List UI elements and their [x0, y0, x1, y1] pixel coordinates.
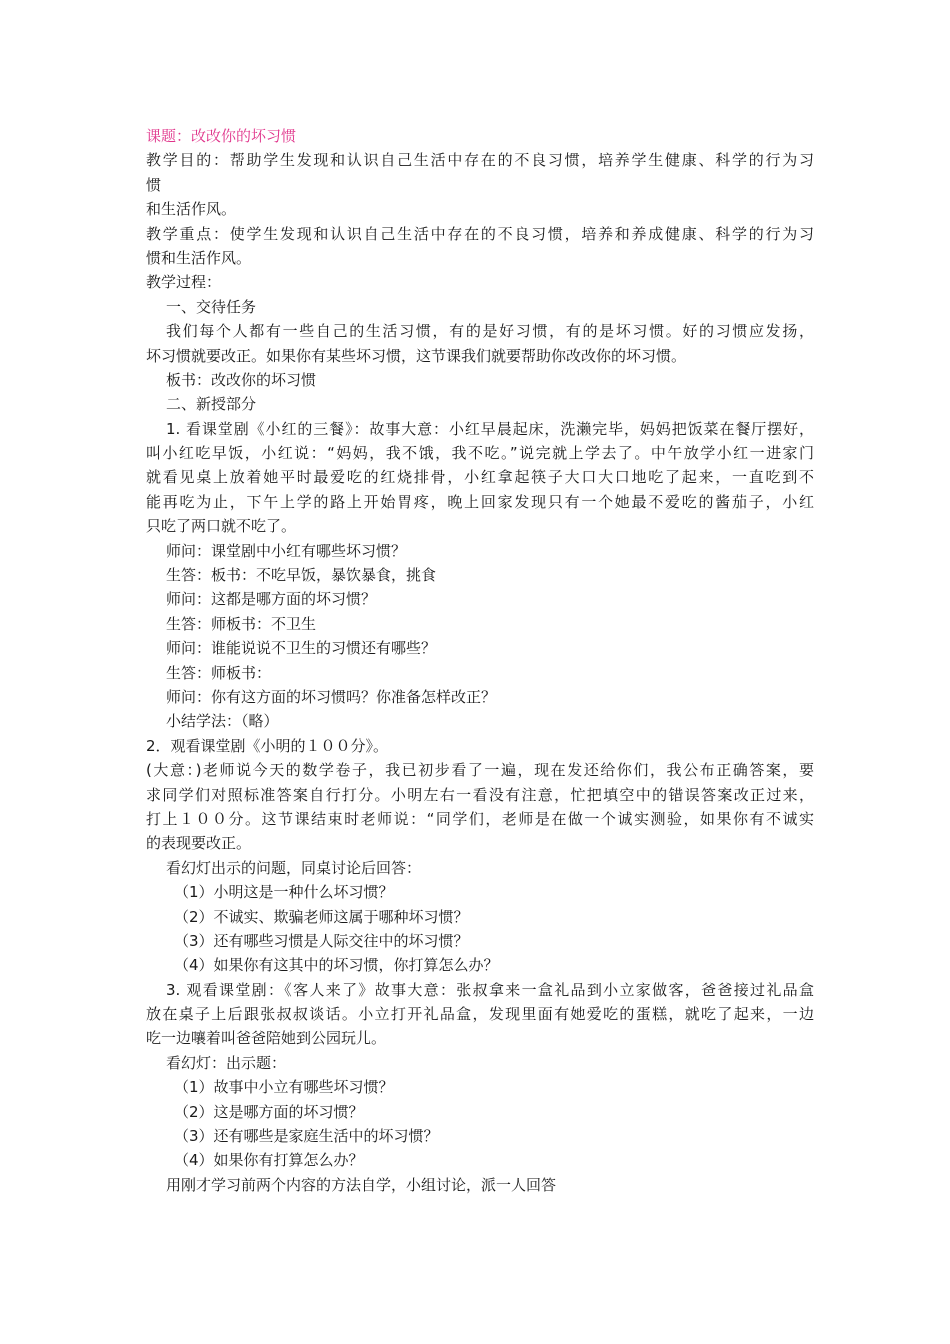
text-line: 只吃了两口就不吃了。	[146, 517, 297, 536]
text-line: 看幻灯出示的问题，同桌讨论后回答：	[166, 858, 422, 877]
text-line: 师问：课堂剧中小红有哪些坏习惯？	[166, 541, 407, 560]
text-line: 叫小红吃早饭，小红说：“妈妈，我不饿，我不吃。”说完就上学去了。中午放学小红一进家门	[146, 444, 814, 463]
text-line: 放在桌子上后跟张叔叔谈话。小立打开礼品盒，发现里面有她爱吃的蛋糕，就吃了起来，一边	[146, 1005, 814, 1024]
document-body	[146, 148, 814, 1197]
text-line: (大意：)老师说今天的数学卷子，我已初步看了一遍，现在发还给你们，我公布正确答案，要	[146, 761, 814, 780]
text-line: 我们每个人都有一些自己的生活习惯，有的是好习惯，有的是坏习惯。好的习惯应发扬，	[166, 322, 814, 341]
text-line: 师问：这都是哪方面的坏习惯？	[166, 590, 377, 609]
text-line: 教学重点：使学生发现和认识自己生活中存在的不良习惯，培养和养成健康、科学的行为习	[146, 224, 814, 243]
text-line: 打上１００分。这节课结束时老师说：“同学们，老师是在做一个诚实测验，如果你有不诚实	[146, 809, 814, 828]
text-line: 2．观看课堂剧《小明的１００分》。	[146, 736, 389, 755]
text-line: 惯	[146, 175, 162, 194]
text-line: （2）不诚实、欺骗老师这属于哪种坏习惯？	[174, 907, 469, 926]
text-line: （1）小明这是一种什么坏习惯？	[174, 883, 394, 902]
text-line: 用刚才学习前两个内容的方法自学，小组讨论，派一人回答	[166, 1175, 557, 1194]
text-line: 师问：谁能说说不卫生的习惯还有哪些？	[166, 639, 437, 658]
text-line: 师问：你有这方面的坏习惯吗？你准备怎样改正？	[166, 687, 497, 706]
text-line: 和生活作风。	[146, 200, 237, 219]
text-line: 板书：改改你的坏习惯	[166, 370, 317, 389]
text-line: （4）如果你有打算怎么办？	[174, 1151, 364, 1170]
text-line: 教学过程：	[146, 273, 222, 292]
text-line: （2）这是哪方面的坏习惯？	[174, 1102, 364, 1121]
text-line: 求同学们对照标准答案自行打分。小明左右一看没有注意，忙把填空中的错误答案改正过来，	[146, 785, 814, 804]
text-line: 的表现要改正。	[146, 834, 252, 853]
text-line: 生答：师板书：	[166, 663, 272, 682]
text-line: 生答：板书：不吃早饭，暴饮暴食，挑食	[166, 566, 437, 585]
lesson-title: 课题：改改你的坏习惯	[146, 127, 297, 145]
text-line: （4）如果你有这其中的坏习惯，你打算怎么办？	[174, 956, 499, 975]
text-line: 能再吃为止，下午上学的路上开始胃疼，晚上回家发现只有一个她最不爱吃的酱茄子，小红	[146, 492, 814, 511]
text-line: 小结学法：（略）	[166, 712, 279, 731]
text-line: 1. 看课堂剧《小红的三餐》：故事大意：小红早晨起床，洗濑完毕，妈妈把饭菜在餐厅摆好，	[166, 419, 814, 438]
text-line: 教学目的：帮助学生发现和认识自己生活中存在的不良习惯，培养学生健康、科学的行为习	[146, 151, 814, 170]
text-line: 3. 观看课堂剧：《客人来了》故事大意：张叔拿来一盒礼品到小立家做客，爸爸接过礼品盒	[166, 980, 814, 999]
text-line: 就看见桌上放着她平时最爱吃的红烧排骨，小红拿起筷子大口大口地吃了起来，一直吃到不	[146, 468, 814, 487]
text-line: （3）还有哪些是家庭生活中的坏习惯？	[174, 1127, 439, 1146]
text-line: （3）还有哪些习惯是人际交往中的坏习惯？	[174, 931, 469, 950]
text-line: （1）故事中小立有哪些坏习惯？	[174, 1078, 394, 1097]
text-line: 二、新授部分	[166, 395, 257, 414]
text-line: 坏习惯就要改正。如果你有某些坏习惯，这节课我们就要帮助你改改你的坏习惯。	[146, 346, 687, 365]
document-page	[146, 124, 814, 1197]
text-line: 一、交待任务	[166, 297, 257, 316]
text-line: 吃一边嚷着叫爸爸陪她到公园玩儿。	[146, 1029, 387, 1048]
text-line: 惯和生活作风。	[146, 248, 252, 267]
text-line: 看幻灯：出示题：	[166, 1053, 287, 1072]
text-line: 生答：师板书：不卫生	[166, 614, 317, 633]
